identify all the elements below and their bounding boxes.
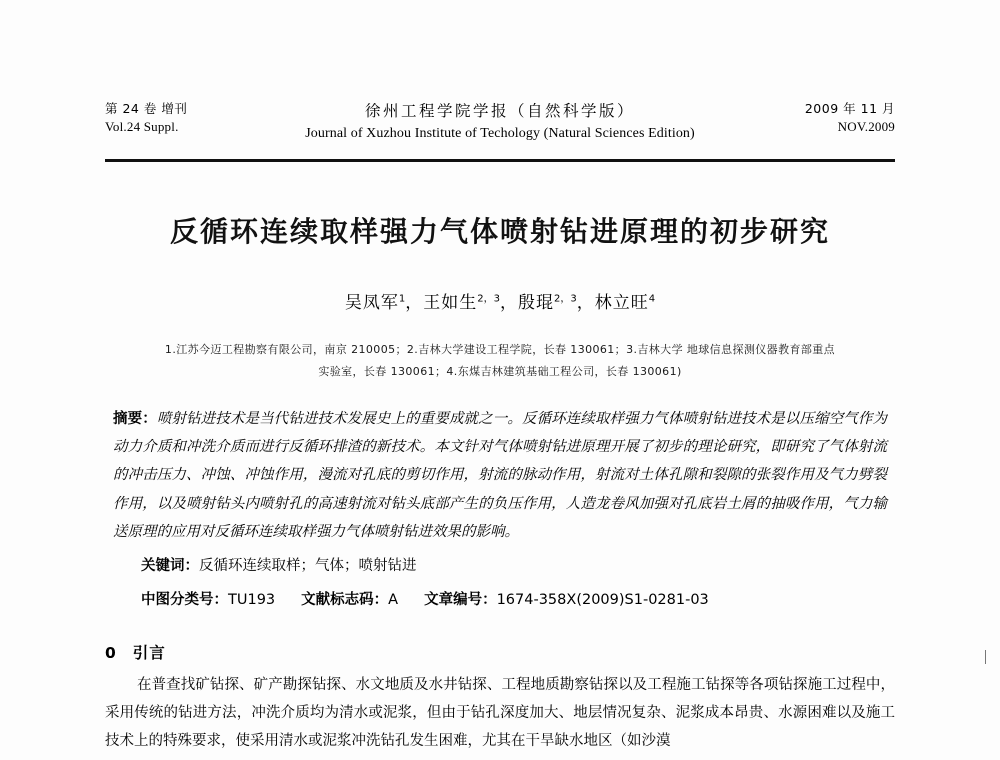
volume-cn: 第 24 卷 增刊	[105, 101, 188, 116]
page-title: 反循环连续取样强力气体喷射钻进原理的初步研究	[169, 214, 830, 248]
affiliations: 1.江苏今迈工程勘察有限公司，南京 210005；2.吉林大学建设工程学院，长春 130061；3.吉林大学 地球信息探测仪器教育部重点实验室，长春 130061；4.东煤吉林建筑基础工程公司，长春 130061)	[164, 342, 836, 378]
section-paragraph: 在普查找矿钻探、矿产勘探钻探、水文地质及水井钻探、工程地质勘察钻探以及工程施工钻探等各项钻探施工过程中，采用传统的钻进方法，冲洗介质均为清水或泥浆，但由于钻孔深度加大、地层情况复杂、泥浆成本昂贵、水源困难以及施工技术上的特殊要求，使采用清水或泥浆冲洗钻孔发生困难，尤其在干旱缺水地区（如沙漠	[105, 676, 895, 750]
keywords	[105, 552, 895, 580]
doc-code-label: 文献标志码：	[301, 592, 389, 609]
author-affil-marker: 2，3	[477, 293, 500, 305]
journal-title-en: Journal of Xuzhou Institute of Techology (Natural Sciences Edition)	[305, 126, 695, 142]
page-content	[105, 100, 895, 755]
author-list: 吴凤军$^1$，王如生$^{2,3}$，殷琨$^{2,3}$，林立旺$^4$	[344, 292, 656, 313]
journal-title-cn: 徐州工程学院学报（自然科学版）	[364, 102, 635, 120]
author-affil-marker: 1	[398, 293, 406, 305]
keywords-text: 反循环连续取样；气体；喷射钻进	[199, 558, 417, 575]
author-item: 殷琨$^{2,3}$	[518, 292, 577, 313]
journal-title	[245, 100, 755, 145]
author-item: 吴凤军$^1$	[344, 292, 406, 313]
issue-date-cn: 2009 年 11 月	[804, 101, 895, 116]
volume-info	[105, 100, 245, 137]
author-item: 王如生$^{2,3}$	[423, 292, 500, 313]
doc-code-segment	[301, 586, 398, 614]
header-rule	[105, 159, 895, 162]
abstract-text: 喷射钻进技术是当代钻进技术发展史上的重要成就之一。反循环连续取样强力气体喷射钻进技术是以压缩空气作为动力介质和冲洗介质而进行反循环排渣的新技术。本文针对气体喷射钻进原理开展了初步的理论研究，即研究了气体射流的冲击压力、冲蚀、冲蚀作用，漫流对孔底的剪切作用，射流的脉动作用，射流对土体孔隙和裂隙的张裂作用及气力劈裂作用，以及喷射钻头内喷射孔的高速射流对钻头底部产生的负压作用，人造龙卷风加强对孔底岩土屑的抽吸作用，气力输送原理的应用对反循环连续取样强力气体喷射钻进效果的影响。	[113, 410, 888, 540]
classification-line	[105, 586, 895, 614]
abstract	[105, 405, 895, 546]
author-affil-marker: 2，3	[554, 293, 577, 305]
volume-en: Vol.24 Suppl.	[105, 119, 179, 135]
article-id-segment	[424, 586, 709, 614]
article-id-label: 文章编号：	[424, 592, 497, 609]
section-title: 引言	[132, 643, 166, 662]
abstract-label: 摘要：	[113, 410, 157, 427]
author-item: 林立旺$^4$	[594, 292, 656, 313]
author-affil-marker: 4	[648, 293, 656, 305]
doc-code-value: A	[388, 592, 399, 609]
running-head	[105, 100, 895, 145]
issue-date	[755, 100, 895, 137]
section-heading	[105, 641, 895, 663]
issue-date-en: NOV.2009	[837, 119, 895, 135]
keywords-label: 关键词：	[141, 558, 199, 575]
clc-value: TU193	[228, 592, 276, 609]
clc-segment	[141, 586, 275, 614]
article-id-value: 1674-358X(2009)S1-0281-03	[496, 592, 709, 609]
section-number: 0	[105, 643, 117, 662]
page-tick-mark	[985, 650, 986, 664]
clc-label: 中图分类号：	[141, 592, 228, 609]
